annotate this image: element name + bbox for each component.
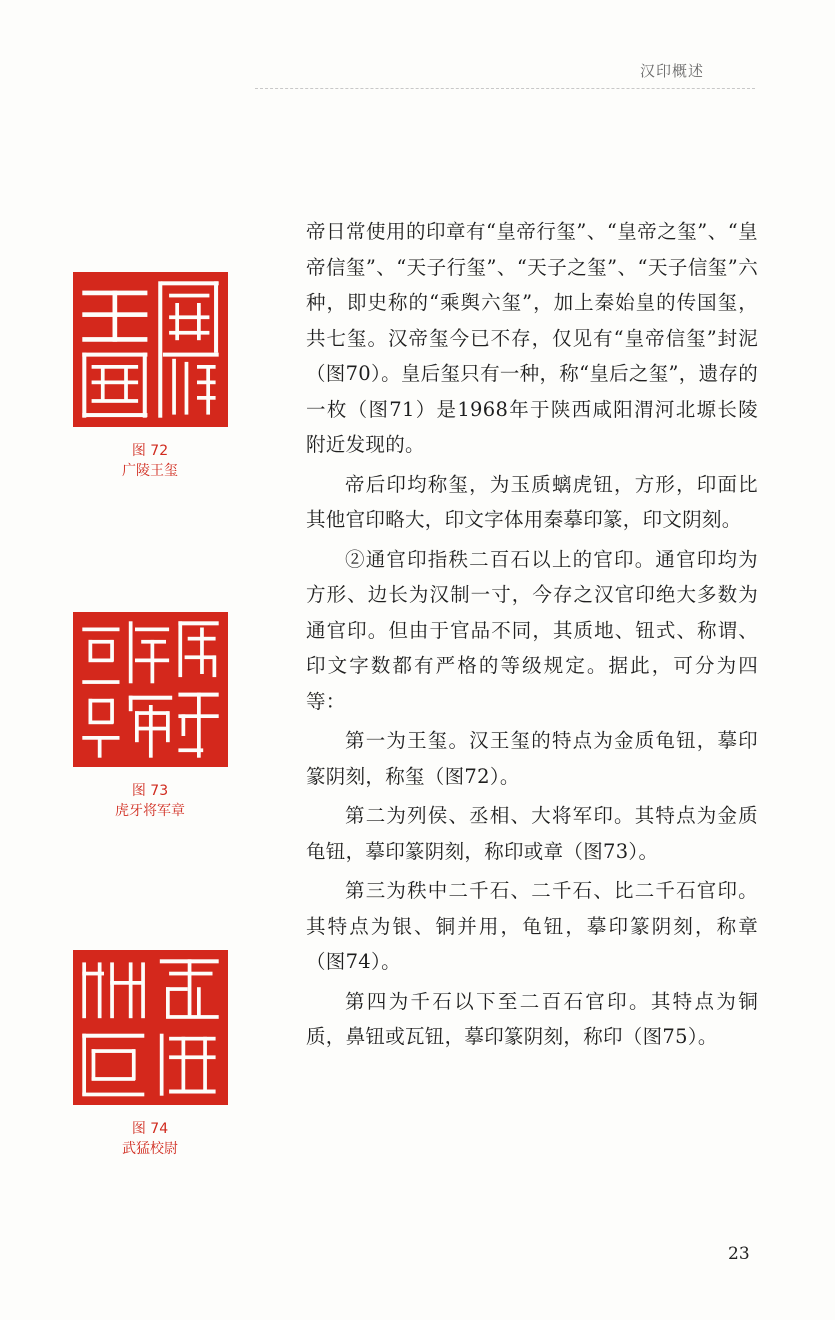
- seal-image-wumeng-xiaowei: [73, 950, 228, 1105]
- paragraph: 帝日常使用的印章有“皇帝行玺”、“皇帝之玺”、“皇帝信玺”、“天子行玺”、“天子之玺”、“天子信玺”六种，即史称的“乘舆六玺”，加上秦始皇的传国玺，共七玺。汉帝玺今已不存，仅见有“皇帝信玺”封泥（图70）。皇后玺只有一种，称“皇后之玺”，遗存的一枚（图71）是1968年于陕西咸阳渭河北塬长陵附近发现的。: [306, 220, 759, 456]
- figure-number: 图 73: [131, 783, 169, 799]
- figure-number: 图 74: [131, 1121, 169, 1137]
- figure-74: [60, 950, 240, 1159]
- figure-number: 图 72: [131, 443, 169, 459]
- paragraph: ②通官印指秩二百石以上的官印。通官印均为方形、边长为汉制一寸，今存之汉官印绝大多数为通官印。但由于官品不同，其质地、钮式、称谓、印文字数都有严格的等级规定。据此，可分为四等：: [306, 547, 758, 713]
- page-number: 23: [728, 1244, 750, 1264]
- paragraph: 第一为王玺。汉王玺的特点为金质龟钮，摹印篆阴刻，称玺（图72）。: [306, 729, 758, 788]
- body-text: [306, 214, 758, 1055]
- paragraph: 帝后印均称玺，为玉质螭虎钮，方形，印面比其他官印略大，印文字体用秦摹印篆，印文阴刻。: [306, 472, 758, 531]
- header-rule: [255, 88, 755, 89]
- paragraph: 第四为千石以下至二百石官印。其特点为铜质，鼻钮或瓦钮，摹印篆阴刻，称印（图75）。: [306, 989, 758, 1048]
- figure-title: 武猛校尉: [122, 1141, 178, 1157]
- paragraph: 第二为列侯、丞相、大将军印。其特点为金质龟钮，摹印篆阴刻，称印或章（图73）。: [306, 804, 758, 863]
- running-header: 汉印概述: [640, 62, 705, 80]
- figure-title: 虎牙将军章: [115, 803, 185, 819]
- figure-72: [60, 272, 240, 481]
- seal-image-guangling-wang-xi: [73, 272, 228, 427]
- figure-73: [60, 612, 240, 821]
- figure-title: 广陵王玺: [122, 463, 178, 479]
- paragraph: 第三为秩中二千石、二千石、比二千石官印。其特点为银、铜并用，龟钮，摹印篆阴刻，称章（图74）。: [306, 879, 758, 973]
- seal-image-huya-jiangjun-zhang: [73, 612, 228, 767]
